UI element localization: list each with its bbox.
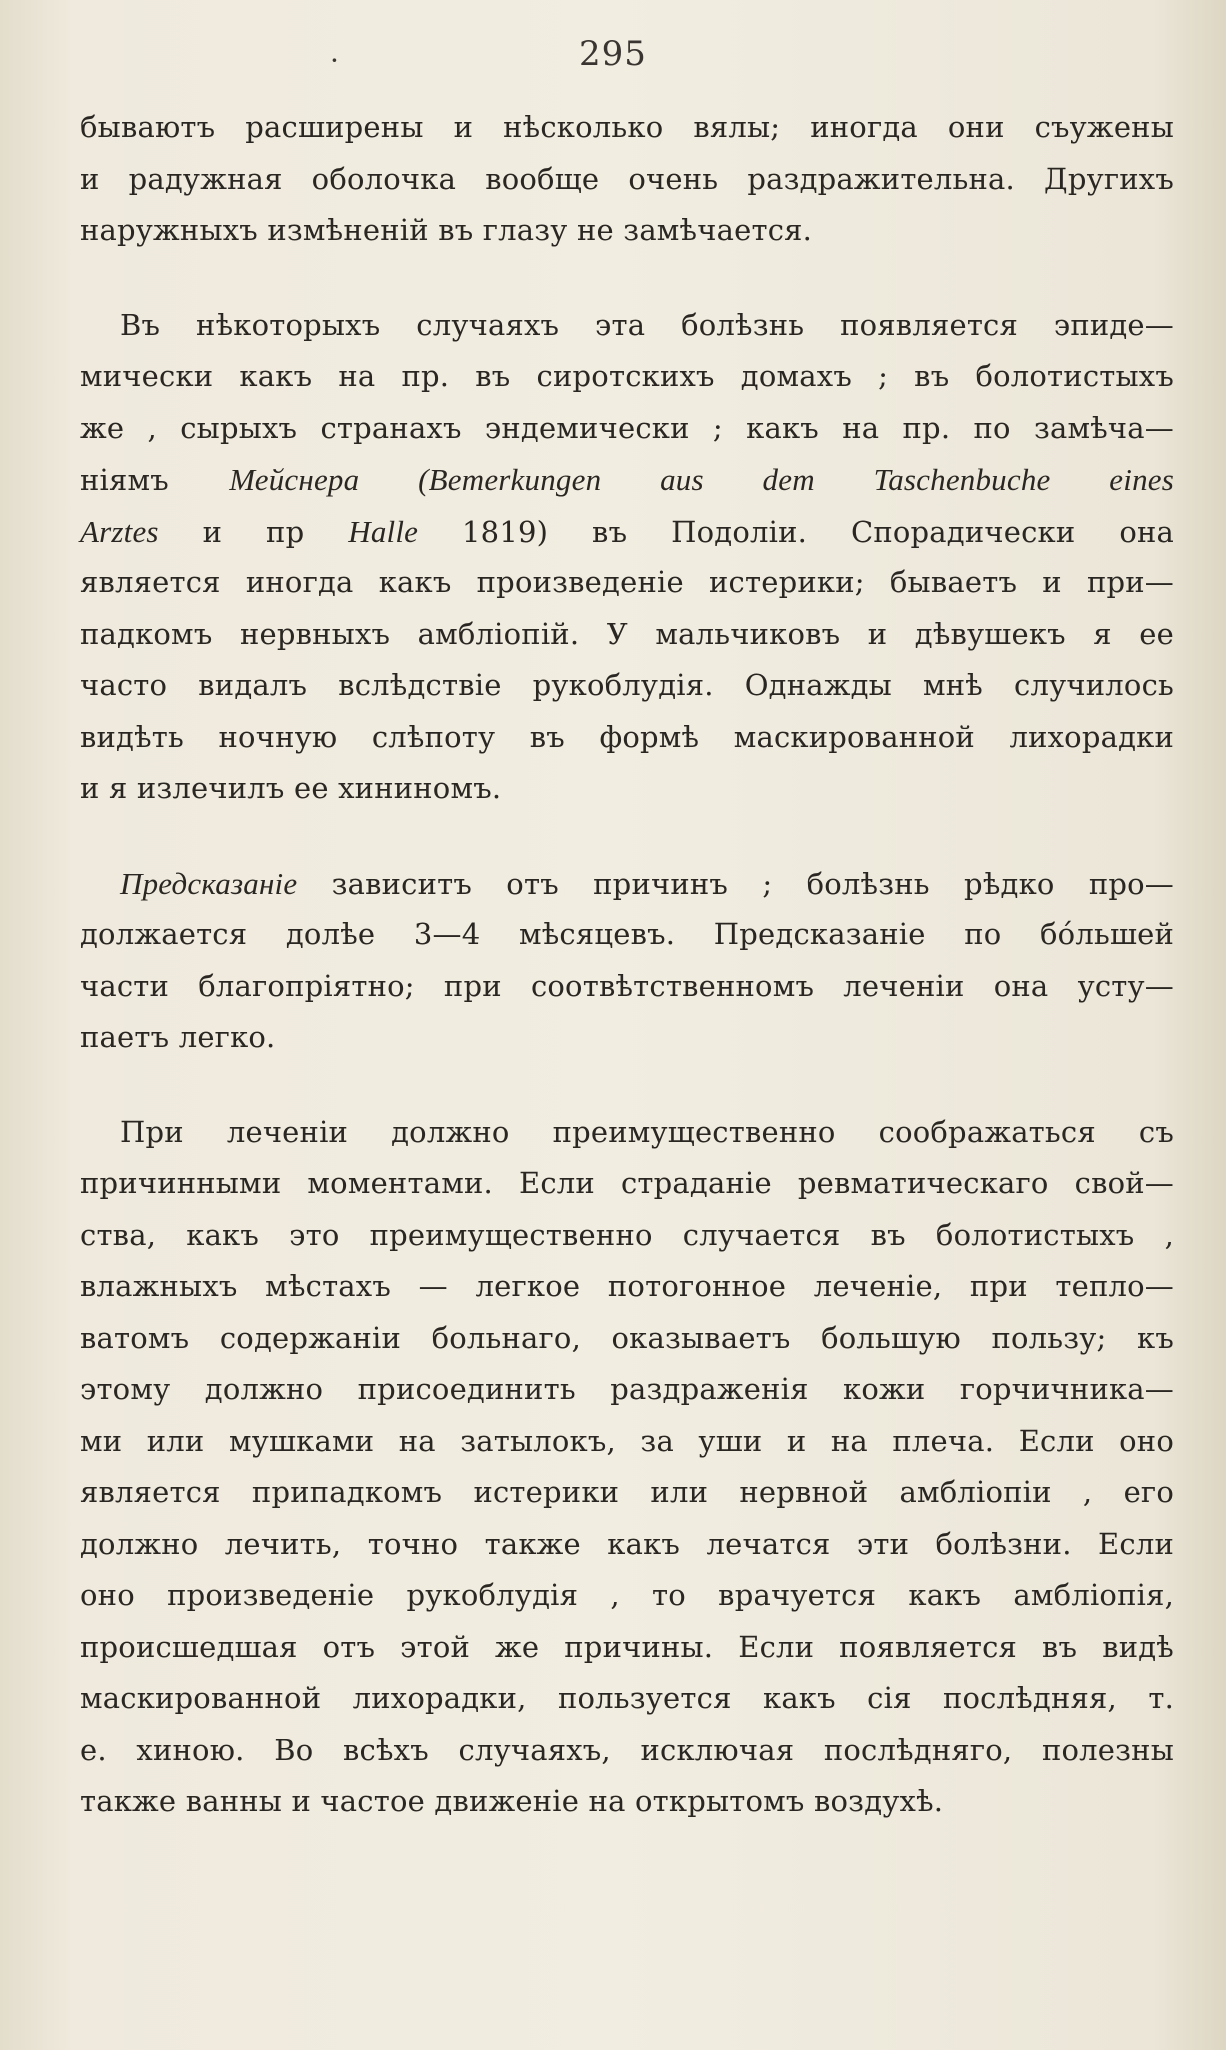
text-line: е. хиною. Во всѣхъ случаяхъ, исключая послѣдняго, полезны xyxy=(80,1732,1174,1767)
text-line: является иногда какъ произведеніе истерики; бываетъ и при— xyxy=(80,565,1174,599)
text-fragment: зависитъ отъ причинъ ; болѣзнь рѣдко про— xyxy=(297,866,1174,901)
text-line: причинными моментами. Если страданіе ревматическаго свой— xyxy=(80,1166,1174,1200)
text-line: и я излечилъ ее хининомъ. xyxy=(80,771,502,805)
text-line: влажныхъ мѣстахъ — легкое потогонное леченіе, при тепло— xyxy=(80,1269,1174,1303)
text-line xyxy=(80,858,1174,910)
text-line: падкомъ нервныхъ амбліопій. У мальчиковъ и дѣвушекъ я ее xyxy=(80,616,1174,651)
text-line: паетъ легко. xyxy=(80,1020,276,1054)
citation-title: Arztes xyxy=(80,513,159,549)
text-fragment: и пр xyxy=(158,514,349,549)
text-line: часто видалъ вслѣдствіе рукоблудія. Однажды мнѣ случилось xyxy=(80,668,1174,702)
text-line: и радужная оболочка вообще очень раздражительна. Другихъ xyxy=(80,161,1174,196)
section-term: Предсказаніе xyxy=(120,865,298,901)
text-line: ми или мушками на затылокъ, за уши и на плеча. Если оно xyxy=(80,1423,1174,1458)
text-line: наружныхъ измѣненій въ глазу не замѣчается. xyxy=(80,213,813,247)
page-mark: · xyxy=(330,44,339,77)
text-line: является припадкомъ истерики или нервной амбліопіи , его xyxy=(80,1475,1174,1509)
paragraph-4 xyxy=(80,1107,1174,1828)
paragraph-2 xyxy=(80,300,1174,815)
text-line-citation xyxy=(80,506,1174,558)
text-line: видѣть ночную слѣпоту въ формѣ маскированной лихорадки xyxy=(80,719,1174,754)
text-line-citation xyxy=(80,454,1174,506)
text-line: же , сырыхъ странахъ эндемически ; какъ на пр. по замѣча— xyxy=(80,410,1174,445)
text-line: бываютъ расширены и нѣсколько вялы; иногда они съужены xyxy=(80,110,1174,144)
citation-place: Halle xyxy=(348,513,419,549)
text-line: оно произведеніе рукоблудія , то врачуется какъ амбліопія, xyxy=(80,1578,1174,1612)
text-line: При леченіи должно преимущественно соображаться съ xyxy=(120,1114,1174,1149)
text-line: мически какъ на пр. въ сиротскихъ домахъ ; въ болотистыхъ xyxy=(80,359,1174,393)
text-line: этому должно присоединить раздраженія кожи горчичника— xyxy=(80,1372,1174,1406)
text-line: ства, какъ это преимущественно случается въ болотистыхъ , xyxy=(80,1217,1174,1252)
citation-title: Мейснера (Bemerkungen aus dem Taschenbuche eines xyxy=(229,462,1174,497)
page-body xyxy=(80,102,1174,1871)
text-line: Въ нѣкоторыхъ случаяхъ эта болѣзнь появляется эпиде— xyxy=(120,307,1174,342)
page-number: 295 xyxy=(579,34,647,74)
text-fragment: 1819) въ Подоліи. Спорадически она xyxy=(418,514,1174,549)
text-line: ватомъ содержаніи больнаго, оказываетъ большую пользу; къ xyxy=(80,1320,1174,1355)
text-line: также ванны и частое движеніе на открытомъ воздухѣ. xyxy=(80,1784,944,1818)
text-fragment: ніямъ xyxy=(80,463,230,497)
paragraph-3 xyxy=(80,858,1174,1064)
paragraph-1 xyxy=(80,102,1174,257)
text-line: должно лечить, точно также какъ лечатся эти болѣзни. Если xyxy=(80,1526,1174,1561)
text-line: маскированной лихорадки, пользуется какъ сія послѣдняя, т. xyxy=(80,1681,1174,1715)
text-line: части благопріятно; при соотвѣтственномъ леченіи она усту— xyxy=(80,968,1174,1003)
text-line: происшедшая отъ этой же причины. Если появляется въ видѣ xyxy=(80,1629,1174,1664)
text-line: должается долѣе 3—4 мѣсяцевъ. Предсказаніе по бо́льшей xyxy=(80,917,1174,951)
